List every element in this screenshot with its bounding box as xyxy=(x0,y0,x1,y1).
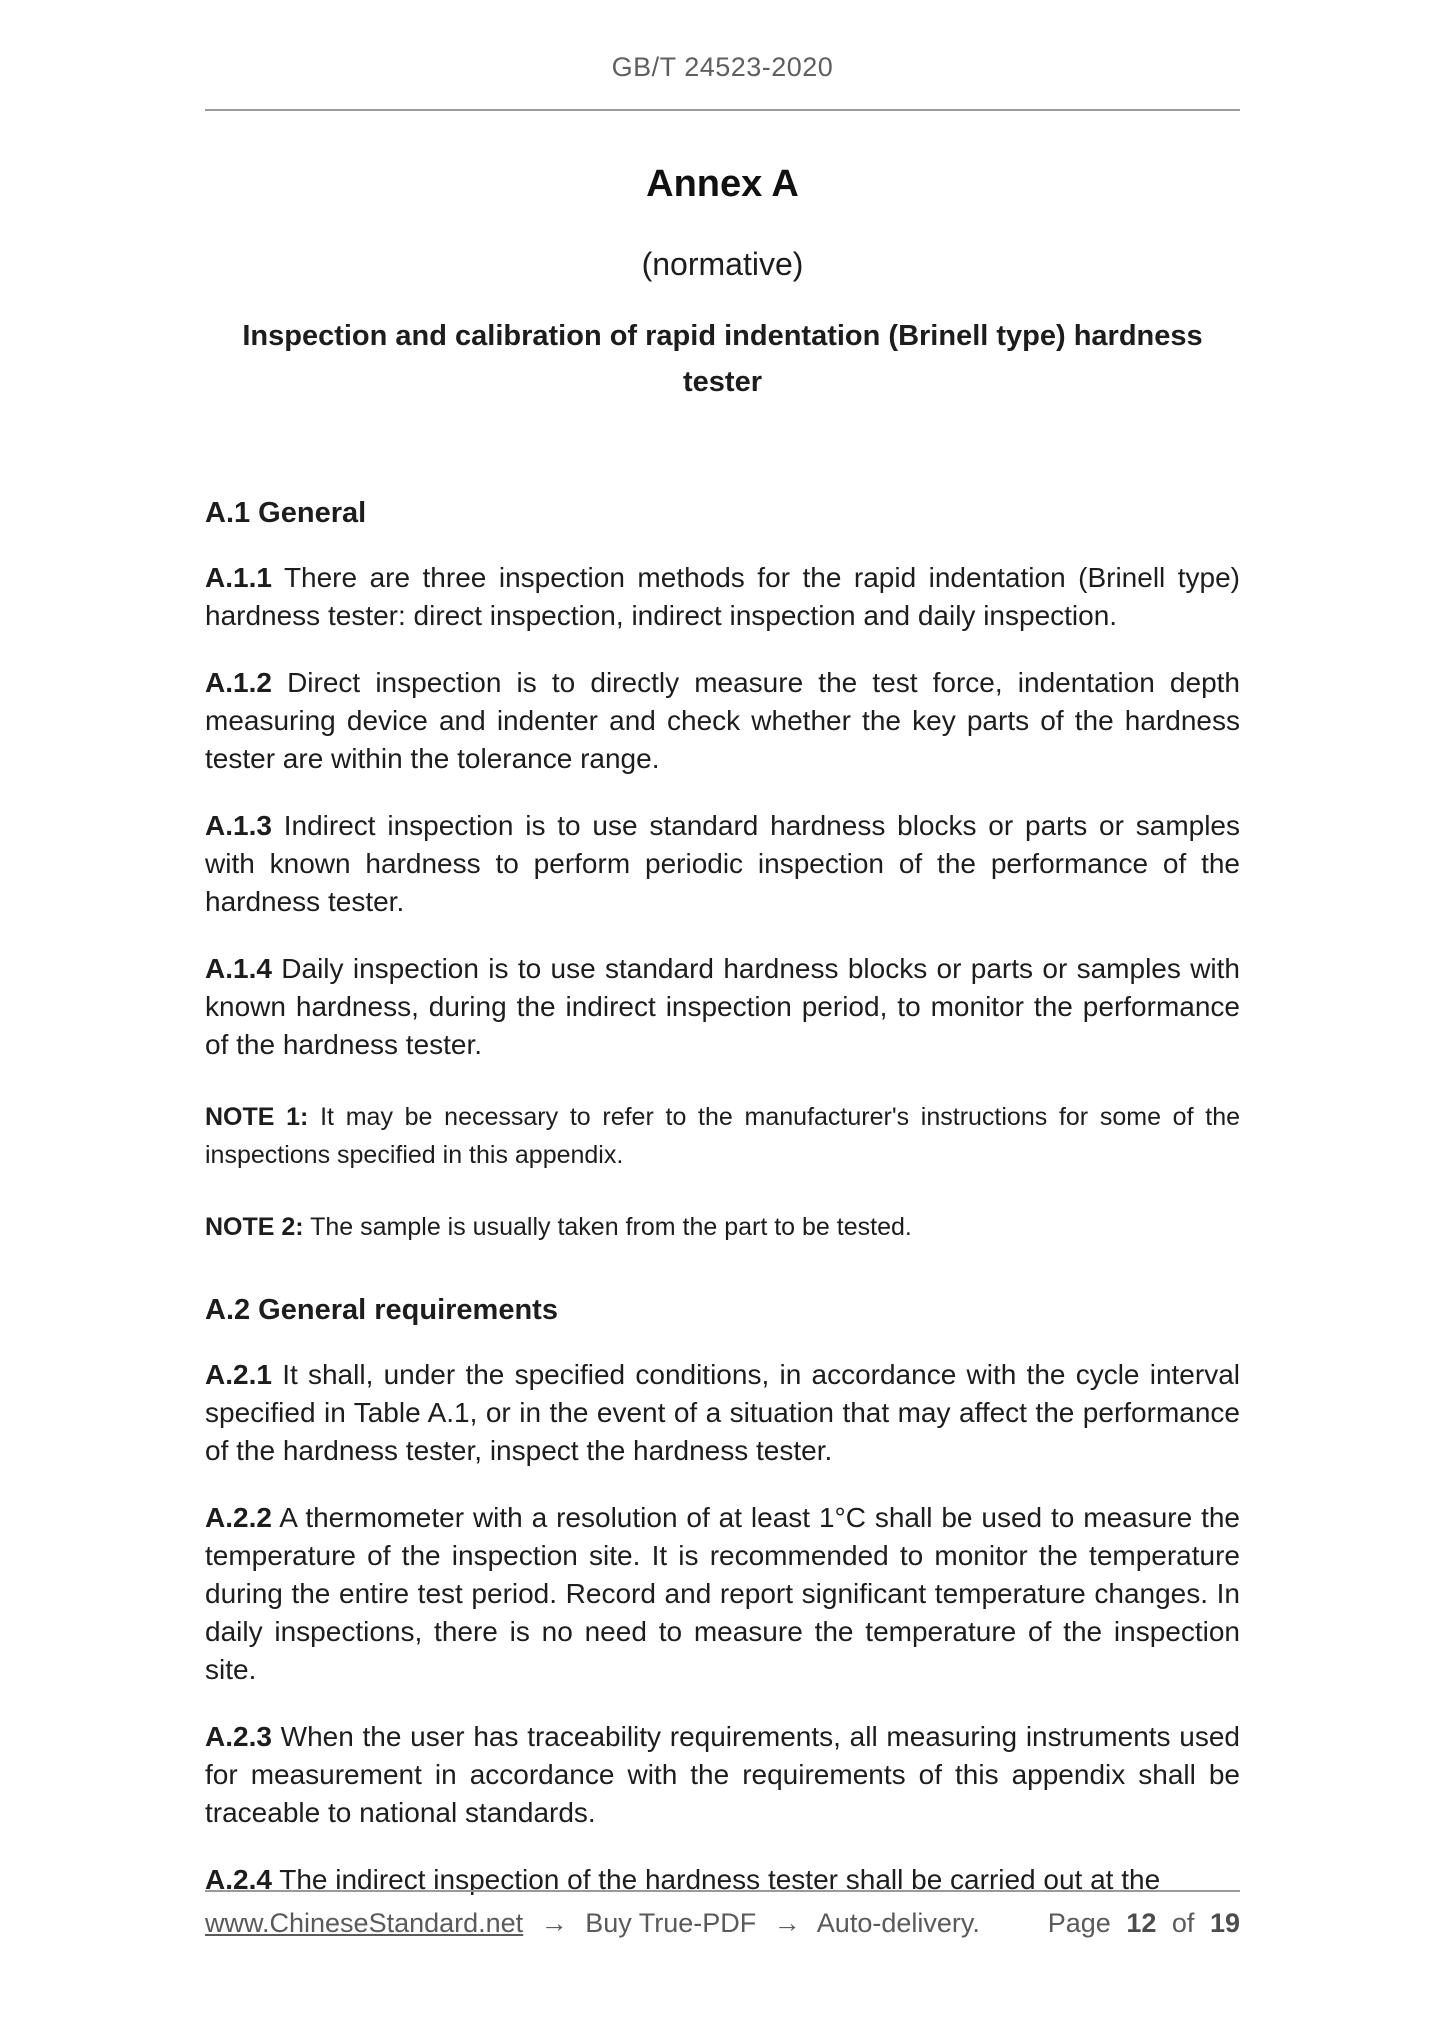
page-footer xyxy=(205,1890,1240,1939)
clause-text: It shall, under the specified conditions, in accordance with the cycle interval specified in Table A.1, or in the event of a situation that may affect the performance of the hardness tester, inspect the hardness tester. xyxy=(205,1359,1240,1466)
clause-text: Indirect inspection is to use standard hardness blocks or parts or samples with known hardness to perform periodic inspection of the performance of the hardness tester. xyxy=(205,810,1241,917)
footer-promo xyxy=(205,1908,980,1939)
clause-text: There are three inspection methods for the rapid indentation (Brinell type) hardness tester: direct inspection, indirect inspection and daily inspection. xyxy=(205,562,1241,631)
normative-label: (normative) xyxy=(641,246,804,282)
note-text: It may be necessary to refer to the manufacturer's instructions for some of the inspections specified in this appendix. xyxy=(205,1103,1240,1169)
paragraph-a12 xyxy=(205,664,1240,778)
page-total: 19 xyxy=(1209,1908,1240,1938)
paragraph-a21 xyxy=(205,1356,1240,1470)
section-heading-a1: A.1 General xyxy=(205,497,367,529)
clause-label: A.1.3 xyxy=(205,810,272,841)
header-divider xyxy=(205,109,1240,111)
clause-text: Daily inspection is to use standard hardness blocks or parts or samples with known hardness, during the indirect inspection period, to monitor the performance of the hardness tester. xyxy=(205,953,1240,1060)
clause-text: When the user has traceability requirements, all measuring instruments used for measurement in accordance with the requirements of this appendix shall be traceable to national standards. xyxy=(205,1721,1240,1828)
clause-label: A.1.4 xyxy=(205,953,272,984)
clause-text: The indirect inspection of the hardness tester shall be carried out at the xyxy=(279,1864,1161,1895)
arrow-right-icon: → xyxy=(540,1908,568,1938)
page-of-label: of xyxy=(1171,1908,1195,1938)
annex-title: Annex A xyxy=(646,163,799,205)
clause-label: A.2.2 xyxy=(205,1502,272,1533)
arrow-right-icon: → xyxy=(773,1908,801,1938)
document-subtitle: Inspection and calibration of rapid indentation (Brinell type) hardness tester xyxy=(242,320,1203,398)
clause-text: Direct inspection is to directly measure the test force, indentation depth measuring device and indenter and check whether the key parts of the hardness tester are within the tolerance range. xyxy=(205,667,1240,774)
paragraph-a23 xyxy=(205,1718,1240,1832)
footer-delivery-text: Auto-delivery. xyxy=(816,1908,980,1938)
note-text: The sample is usually taken from the part to be tested. xyxy=(310,1213,912,1241)
doc-number: GB/T 24523-2020 xyxy=(611,52,834,82)
clause-label: A.2.3 xyxy=(205,1721,272,1752)
paragraph-a13 xyxy=(205,807,1240,921)
note-2 xyxy=(205,1208,1240,1246)
section-heading-a2: A.2 General requirements xyxy=(205,1294,558,1326)
footer-site-link[interactable]: www.ChineseStandard.net xyxy=(205,1908,524,1938)
clause-label: A.2.1 xyxy=(205,1359,272,1390)
clause-label: A.2.4 xyxy=(205,1864,272,1895)
paragraph-a14 xyxy=(205,950,1240,1064)
footer-buy-text: Buy True-PDF xyxy=(585,1908,757,1938)
clause-text: A thermometer with a resolution of at least 1°C shall be used to measure the temperature of the inspection site. It is recommended to monitor the temperature during the entire test period. Record and report significant temperature changes. In daily inspections, there is no need to measure the temperature of the inspection site. xyxy=(205,1502,1241,1685)
page-current: 12 xyxy=(1126,1908,1157,1938)
clause-label: A.1.2 xyxy=(205,667,272,698)
paragraph-a11 xyxy=(205,559,1240,635)
clause-label: A.1.1 xyxy=(205,562,272,593)
note-1 xyxy=(205,1098,1240,1174)
page-indicator xyxy=(1048,1908,1240,1939)
document-body xyxy=(205,163,1240,1899)
page-label: Page xyxy=(1047,1908,1111,1938)
paragraph-a22 xyxy=(205,1499,1240,1689)
note-label: NOTE 2: xyxy=(205,1213,304,1241)
note-label: NOTE 1: xyxy=(205,1103,309,1131)
